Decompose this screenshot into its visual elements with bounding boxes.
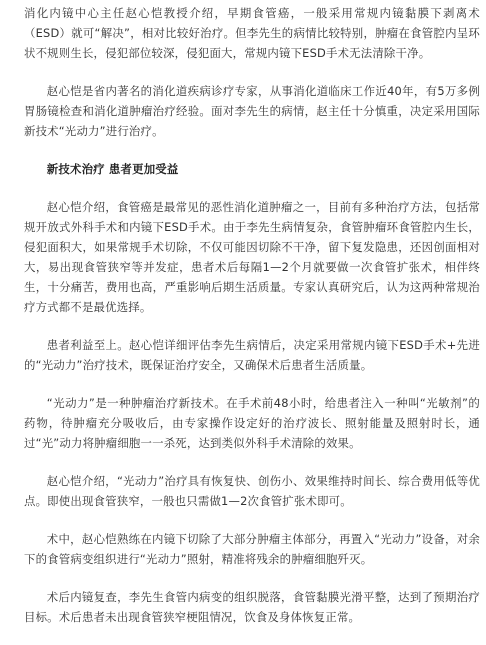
paragraph-3: 赵心恺介绍，食管癌是最常见的恶性消化道肿瘤之一，目前有多种治疗方法，包括常规开放式外科手术和内镜下ESD手术。由于李先生病情复杂，食管肿瘤环食管腔内生长，侵犯面积大，如果常规手术切除，不仅可能因切除不干净，留下复发隐患，还因创面相对大，易出现食管狭窄等并发症，患者术后每隔1—2个月就要做一次食管扩张术，相伴终生，十分痛苦，费用也高，严重影响后期生活质量。专家认真研究后，认为这两种常规治疗方式都不是最优选择。 (24, 200, 480, 314)
paragraph-1: 消化内镜中心主任赵心恺教授介绍，早期食管癌，一般采用常规内镜黏膜下剥离术（ESD）就可“解决”，相对比较好治疗。但李先生的病情比较特别，肿瘤在食管腔内呈环状不规则生长，侵犯部位较深，侵犯面大，常规内镜下ESD手术无法清除干净。 (24, 6, 480, 60)
paragraph-6: 赵心恺介绍，“光动力”治疗具有恢复快、创伤小、效果维持时间长、综合费用低等优点。即使出现食管狭窄，一般也只需做1—2次食管扩张术即可。 (24, 474, 480, 508)
section-heading: 新技术治疗 患者更加受益 (46, 162, 179, 176)
paragraph-4: 患者利益至上。赵心恺详细评估李先生病情后，决定采用常规内镜下ESD手术+先进的“光动力”治疗技术，既保证治疗安全，又确保术后患者生活质量。 (24, 338, 480, 372)
paragraph-5: “光动力”是一种肿瘤治疗新技术。在手术前48小时，给患者注入一种叫“光敏剂”的药物，待肿瘤充分吸收后，由专家操作设定好的治疗波长、照射能量及照射时长，通过“光”动力将肿瘤细胞一一杀死，达到类似外科手术清除的效果。 (24, 396, 480, 450)
paragraph-2: 赵心恺是省内著名的消化道疾病诊疗专家，从事消化道临床工作近40年，有5万多例胃肠镜检查和消化道肿瘤治疗经验。面对李先生的病情，赵主任十分慎重，决定采用国际新技术“光动力”进行治疗。 (24, 84, 480, 138)
paragraph-8: 术后内镜复查，李先生食管内病变的组织脱落，食管黏膜光滑平整，达到了预期治疗目标。术后患者未出现食管狭窄梗阻情况，饮食及身体恢复正常。 (24, 590, 480, 624)
paragraph-7: 术中，赵心恺熟练在内镜下切除了大部分肿瘤主体部分，再置入“光动力”设备，对余下的食管病变组织进行“光动力”照射，精准将残余的肿瘤细胞歼灭。 (24, 532, 480, 566)
